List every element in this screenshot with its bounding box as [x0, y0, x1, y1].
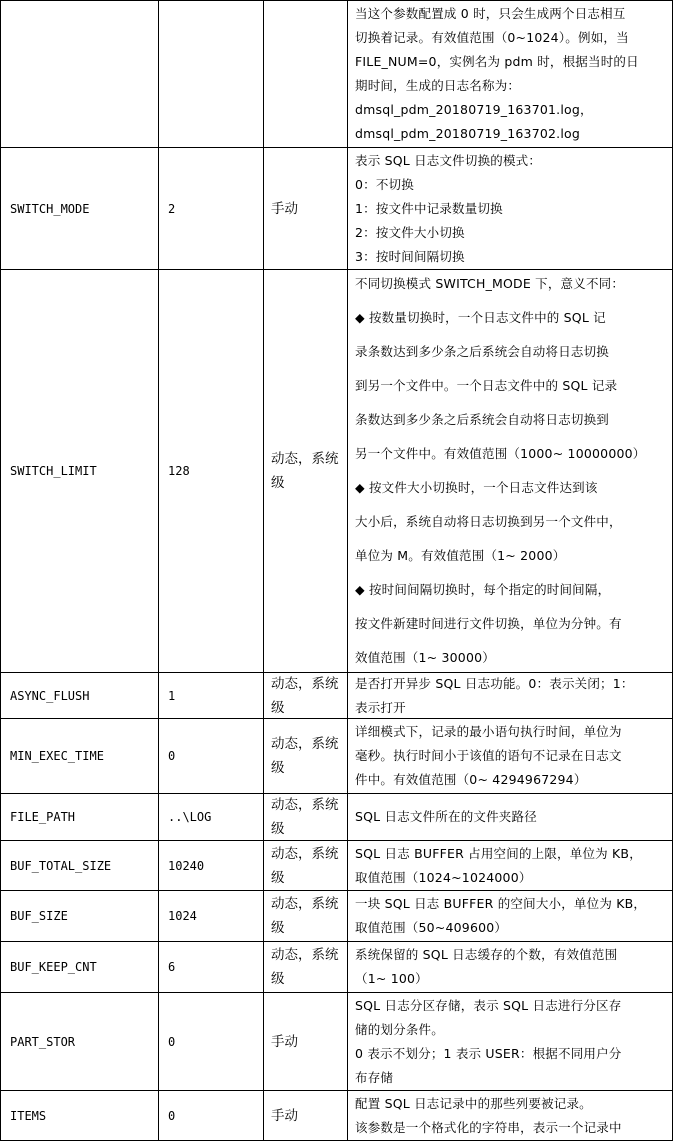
description-line: 布存储 [355, 1069, 394, 1085]
param-name: BUF_SIZE [10, 909, 68, 923]
table-row [0, 993, 672, 1091]
description-cell [347, 942, 673, 993]
default-value: 0 [168, 1108, 176, 1123]
description-line: 取值范围（50~409600） [355, 920, 508, 935]
default-value: 0 [168, 1034, 176, 1049]
param-name: ASYNC_FLUSH [10, 688, 90, 703]
table-row [0, 0, 672, 148]
table-row [0, 719, 672, 794]
default-value: 128 [168, 464, 190, 478]
param-name: SWITCH_MODE [10, 201, 90, 216]
description-text [355, 672, 634, 720]
table-row [0, 891, 672, 942]
default-value: 10240 [168, 858, 205, 873]
description-line: （1~ 100） [355, 971, 428, 986]
param-attribute: 手动 [271, 200, 298, 217]
param-name-cell [0, 719, 158, 794]
description-line: ◆ 按文件大小切换时，一个日志文件达到该 [355, 480, 598, 495]
param-name: PART_STOR [10, 1034, 76, 1049]
param-attribute-cell [263, 841, 347, 891]
default-value-cell [158, 673, 263, 719]
default-value-cell [158, 794, 263, 841]
table-row [0, 148, 672, 270]
param-attribute-cell [263, 148, 347, 270]
description-line: 单位为 M。有效值范围（1~ 2000） [355, 548, 566, 563]
description-line: 效值范围（1~ 30000） [355, 650, 495, 665]
param-attribute: 动态，系统级 [271, 675, 339, 716]
description-line: 2：按文件大小切换 [355, 224, 465, 240]
default-value: 2 [168, 201, 176, 216]
description-line: SQL 日志分区存储，表示 SQL 日志进行分区存 [355, 997, 622, 1013]
description-line: ◆ 按数量切换时，一个日志文件中的 SQL 记 [355, 310, 606, 325]
param-attribute: 动态，系统级 [271, 797, 339, 837]
description-line: 表示打开 [355, 699, 406, 715]
description-line: 0：不切换 [355, 176, 414, 192]
param-name-cell [0, 794, 158, 841]
description-line: dmsql_pdm_20180719_163702.log [355, 125, 580, 141]
param-attribute: 动态，系统级 [271, 896, 339, 936]
description-text [355, 805, 537, 829]
description-line: FILE_NUM=0，实例名为 pdm 时，根据当时的日 [355, 53, 639, 69]
param-attribute-cell [263, 270, 347, 673]
param-attribute: 动态，系统级 [271, 451, 339, 491]
default-value: ..\LOG [168, 810, 212, 824]
param-attribute-cell [263, 719, 347, 794]
param-name-cell [0, 148, 158, 270]
description-line: 取值范围（1024~1024000） [355, 869, 532, 885]
param-attribute: 动态，系统级 [271, 947, 339, 987]
description-line: ◆ 按时间间隔切换时，每个指定的时间间隔， [355, 582, 611, 597]
param-name: MIN_EXEC_TIME [10, 749, 104, 763]
description-text [355, 892, 646, 940]
default-value: 1024 [168, 909, 197, 923]
param-attribute: 动态，系统级 [271, 845, 339, 886]
description-line: 是否打开异步 SQL 日志功能。0：表示关闭；1： [355, 675, 634, 691]
param-name-cell [0, 891, 158, 942]
param-name: BUF_KEEP_CNT [10, 960, 97, 974]
param-attribute: 手动 [271, 1107, 298, 1124]
description-line: 切换着记录。有效值范围（0~1024）。例如，当 [355, 29, 629, 45]
description-cell [347, 270, 673, 673]
table-row [0, 942, 672, 993]
table-row [0, 841, 672, 891]
default-value-cell [158, 719, 263, 794]
description-line: 详细模式下，记录的最小语句执行时间，单位为 [355, 724, 622, 739]
param-name: BUF_TOTAL_SIZE [10, 858, 112, 873]
description-line: 配置 SQL 日志记录中的那些列要被记录。 [355, 1095, 592, 1111]
description-cell [347, 1091, 673, 1141]
description-line: 条数达到多少条之后系统会自动将日志切换到 [355, 412, 610, 427]
param-name-cell [0, 993, 158, 1091]
description-line: SQL 日志 BUFFER 占用空间的上限，单位为 KB， [355, 845, 642, 861]
table-row [0, 673, 672, 719]
table-row [0, 1091, 672, 1141]
default-value-cell [158, 1091, 263, 1141]
param-attribute-cell [263, 1091, 347, 1141]
default-value-cell [158, 942, 263, 993]
description-line: SQL 日志文件所在的文件夹路径 [355, 809, 537, 824]
description-text [355, 720, 622, 792]
param-name-cell [0, 1091, 158, 1141]
description-line: 该参数是一个格式化的字符串，表示一个记录中 [355, 1119, 622, 1135]
param-name-cell [0, 673, 158, 719]
table-row [0, 270, 672, 673]
description-text [355, 2, 639, 146]
param-attribute: 手动 [271, 1033, 298, 1050]
description-line: 1：按文件中记录数量切换 [355, 200, 503, 216]
description-text [355, 994, 622, 1090]
description-cell [347, 148, 673, 270]
param-attribute-cell [263, 891, 347, 942]
description-line: 不同切换模式 SWITCH_MODE 下，意义不同： [355, 276, 625, 291]
table-row [0, 794, 672, 841]
description-line: 一块 SQL 日志 BUFFER 的空间大小，单位为 KB， [355, 896, 647, 911]
description-cell [347, 673, 673, 719]
description-text [355, 267, 645, 675]
description-cell [347, 719, 673, 794]
param-attribute-cell [263, 673, 347, 719]
description-line: 大小后，系统自动将日志切换到另一个文件中， [355, 514, 622, 529]
default-value-cell [158, 270, 263, 673]
default-value-cell [158, 148, 263, 270]
description-line: 按文件新建时间进行文件切换，单位为分钟。有 [355, 616, 622, 631]
description-line: 系统保留的 SQL 日志缓存的个数，有效值范围 [355, 947, 618, 962]
description-line: dmsql_pdm_20180719_163701.log， [355, 101, 593, 117]
default-value-cell [158, 0, 263, 148]
description-line: 储的划分条件。 [355, 1021, 444, 1037]
description-line: 3：按时间间隔切换 [355, 248, 465, 264]
param-name: ITEMS [10, 1108, 47, 1123]
description-line: 当这个参数配置成 0 时，只会生成两个日志相互 [355, 5, 626, 21]
description-line: 件中。有效值范围（0~ 4294967294） [355, 772, 587, 787]
description-cell [347, 993, 673, 1091]
default-value-cell [158, 891, 263, 942]
description-line: 表示 SQL 日志文件切换的模式： [355, 152, 542, 168]
param-name-cell [0, 942, 158, 993]
description-line: 录条数达到多少条之后系统会自动将日志切换 [355, 344, 610, 359]
description-line: 另一个文件中。有效值范围（1000~ 10000000） [355, 446, 646, 461]
default-value-cell [158, 841, 263, 891]
description-text [355, 149, 541, 269]
param-attribute: 动态，系统级 [271, 736, 339, 776]
param-attribute-cell [263, 942, 347, 993]
description-text [355, 1092, 622, 1140]
param-attribute-cell [263, 794, 347, 841]
param-attribute-cell [263, 993, 347, 1091]
default-value-cell [158, 993, 263, 1091]
description-cell [347, 891, 673, 942]
description-line: 毫秒。执行时间小于该值的语句不记录在日志文 [355, 748, 622, 763]
description-text [355, 943, 617, 991]
description-line: 期时间，生成的日志名称为： [355, 77, 521, 93]
description-text [355, 842, 642, 890]
description-line: 到另一个文件中。一个日志文件中的 SQL 记录 [355, 378, 618, 393]
default-value: 0 [168, 749, 176, 763]
description-line: 0 表示不划分；1 表示 USER：根据不同用户分 [355, 1045, 622, 1061]
param-attribute-cell [263, 0, 347, 148]
param-name: SWITCH_LIMIT [10, 464, 97, 478]
param-name-cell [0, 841, 158, 891]
description-cell [347, 794, 673, 841]
description-cell [347, 841, 673, 891]
default-value: 6 [168, 960, 176, 974]
param-name-cell [0, 0, 158, 148]
description-cell [347, 0, 673, 148]
param-name: FILE_PATH [10, 810, 76, 824]
param-name-cell [0, 270, 158, 673]
default-value: 1 [168, 688, 176, 703]
